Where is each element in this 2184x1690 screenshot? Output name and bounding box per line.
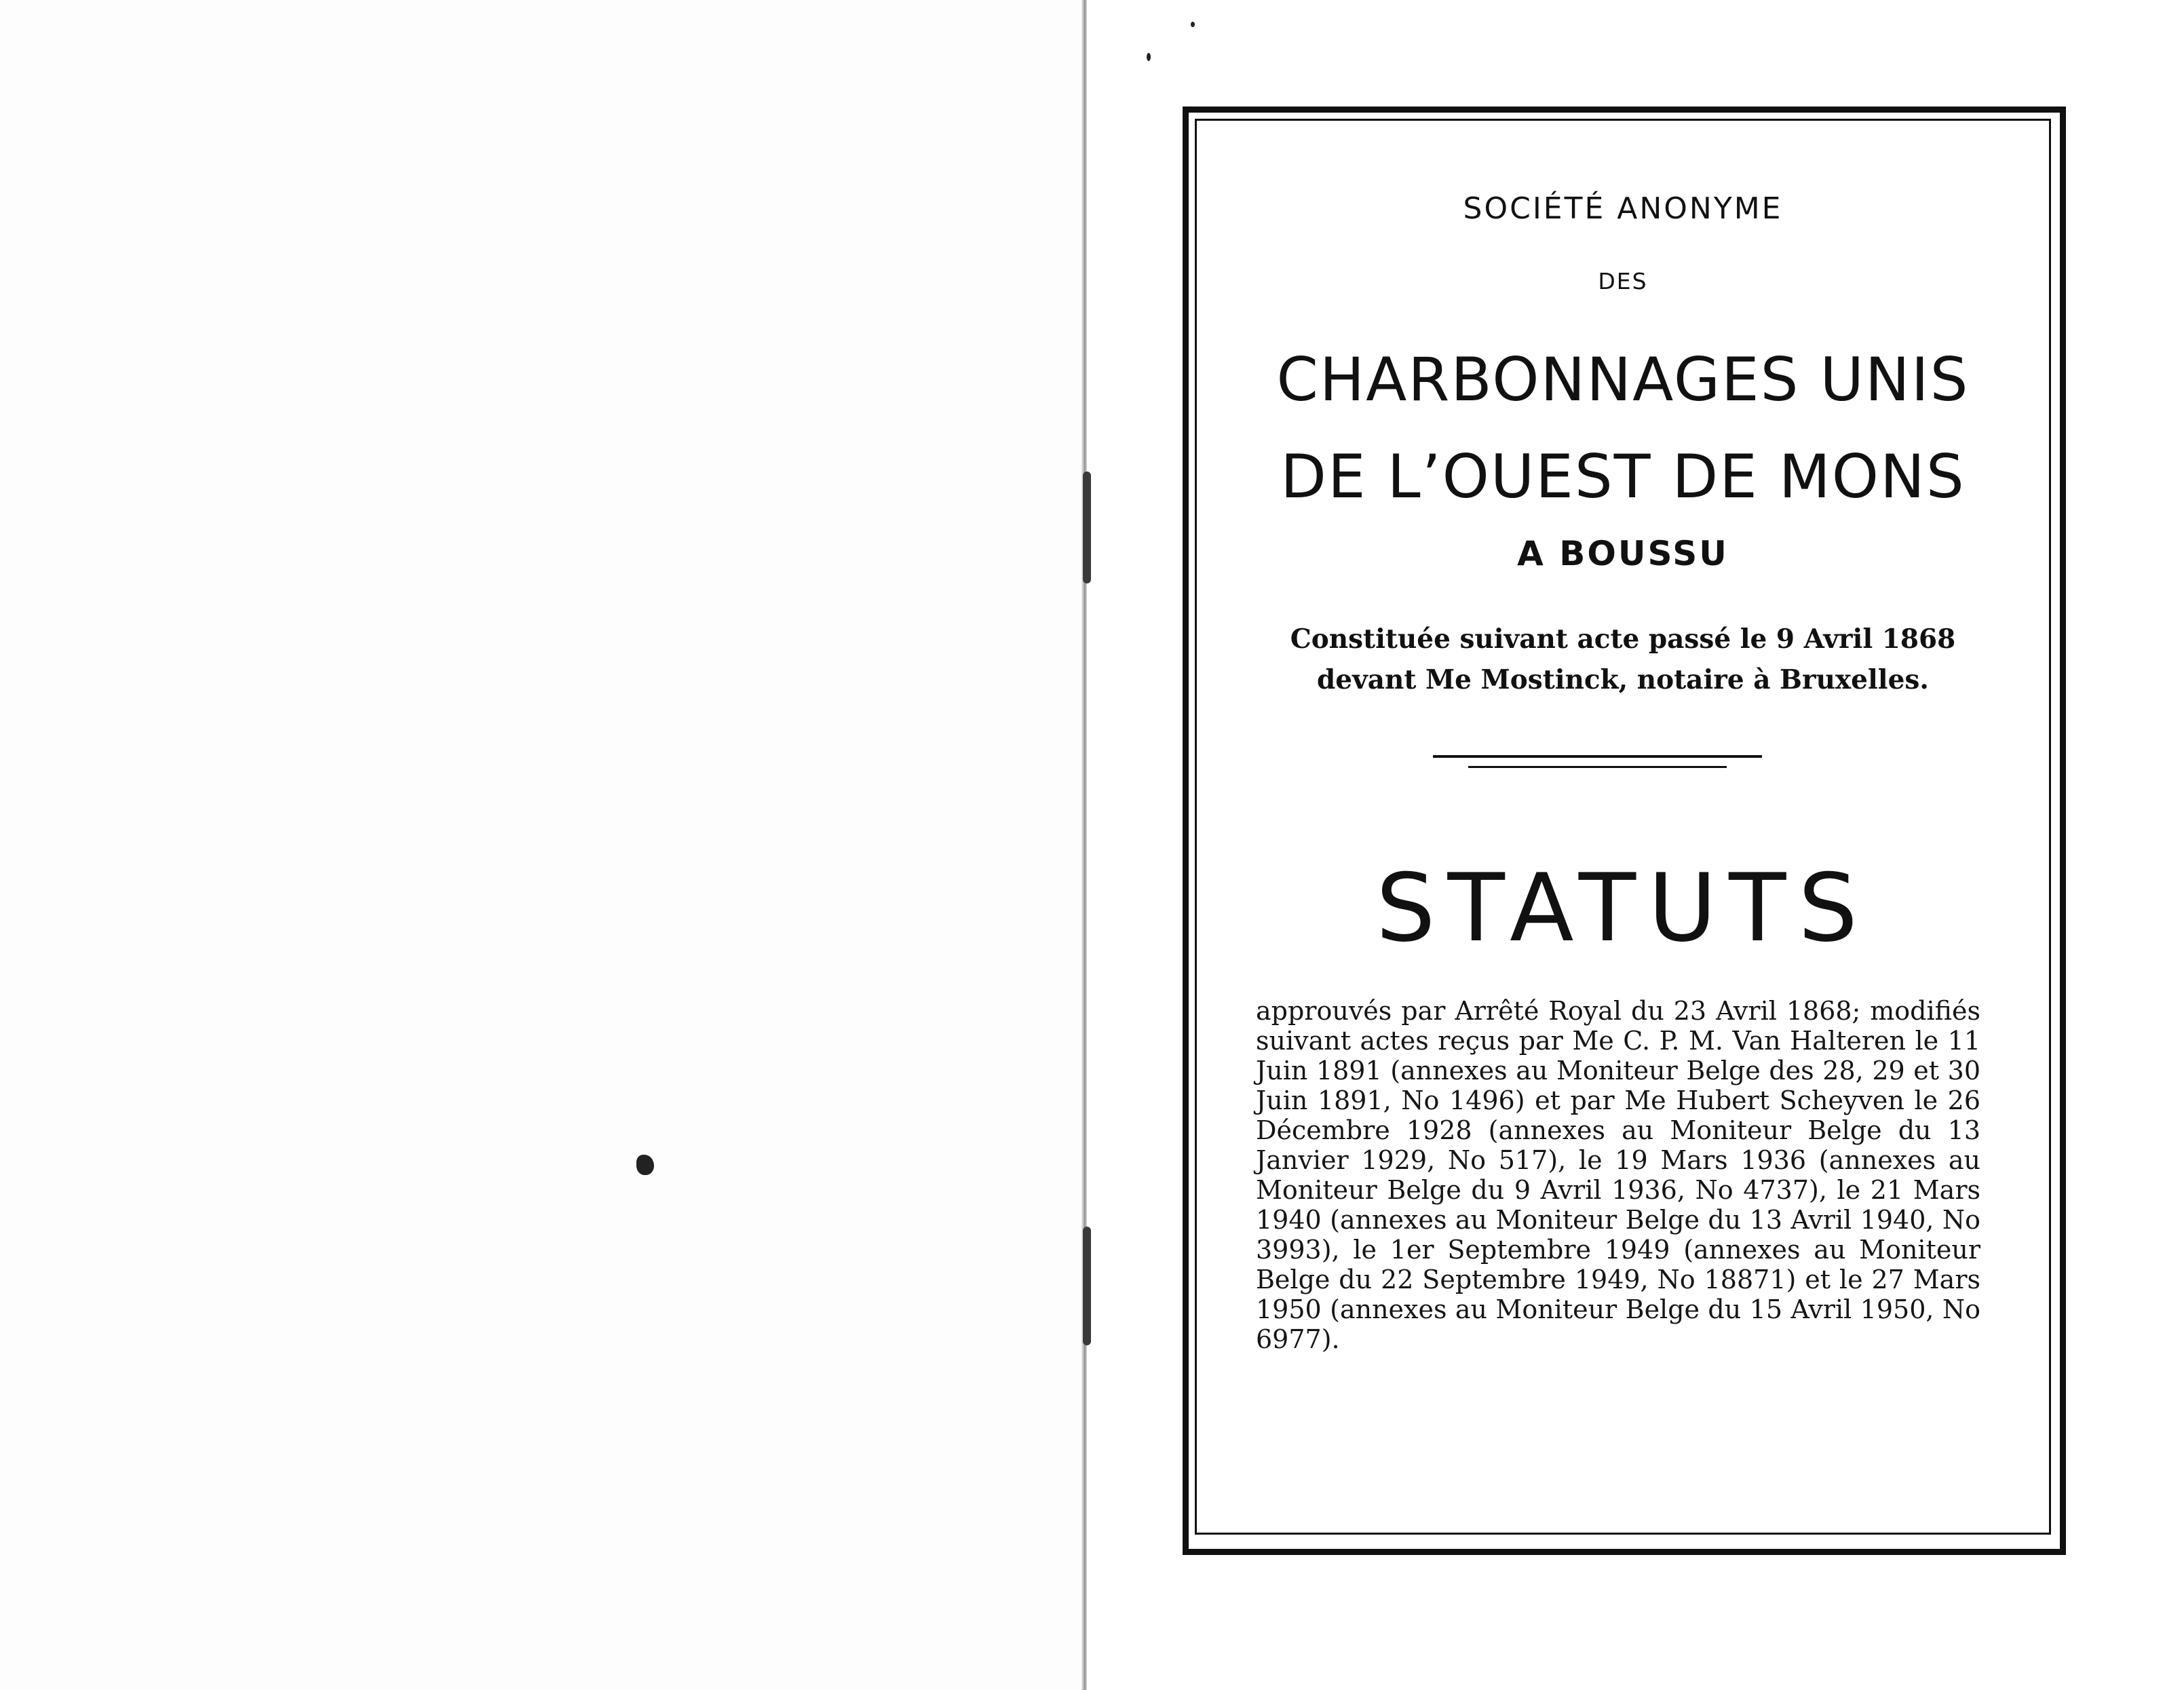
left-blank-page (0, 0, 1084, 1690)
document-title: STATUTS (1375, 853, 1871, 963)
constitution-line1: Constituée suivant acte passé le 9 Avril 1868 (1290, 623, 1956, 655)
booklet-spine (1081, 0, 1087, 1690)
constitution-note (1197, 619, 2049, 700)
staple-bottom (1083, 1227, 1091, 1345)
staple-top (1083, 472, 1091, 583)
divider-rule-bottom (1468, 766, 1727, 768)
company-name-line2: DE L’OUEST DE MONS (1280, 442, 1966, 512)
constitution-line2: devant Me Mostinck, notaire à Bruxelles. (1317, 664, 1929, 695)
company-location: A BOUSSU (1517, 534, 1729, 573)
paper-speck (636, 1155, 654, 1175)
company-type: SOCIÉTÉ ANONYME (1463, 191, 1783, 226)
company-name-line1: CHARBONNAGES UNIS (1276, 345, 1970, 415)
connector-word: DES (1598, 268, 1648, 294)
divider-rule-top (1433, 755, 1762, 758)
paper-speck (1191, 22, 1195, 27)
paper-speck (1147, 53, 1151, 61)
approval-paragraph: approuvés par Arrêté Royal du 23 Avril 1868; modifiés suivant actes reçus par Me C. P. M. Van Halteren le 11 Juin 1891 (annexes au Moniteur Belge des 28, 29 et 30 Juin 1891, No 1496) et par Me Hubert Scheyven le 26 Décembre 1928 (annexes au Moniteur Belge du 13 Janvier 1929, No 517), le 19 Mars 1936 (annexes au Moniteur Belge du 9 Avril 1936, No 4737), le 21 Mars 1940 (annexes au Moniteur Belge du 13 Avril 1940, No 3993), le 1er Septembre 1949 (annexes au Moniteur Belge du 22 Septembre 1949, No 18871) et le 27 Mars 1950 (annexes au Moniteur Belge du 15 Avril 1950, No 6977). (1256, 996, 1980, 1354)
